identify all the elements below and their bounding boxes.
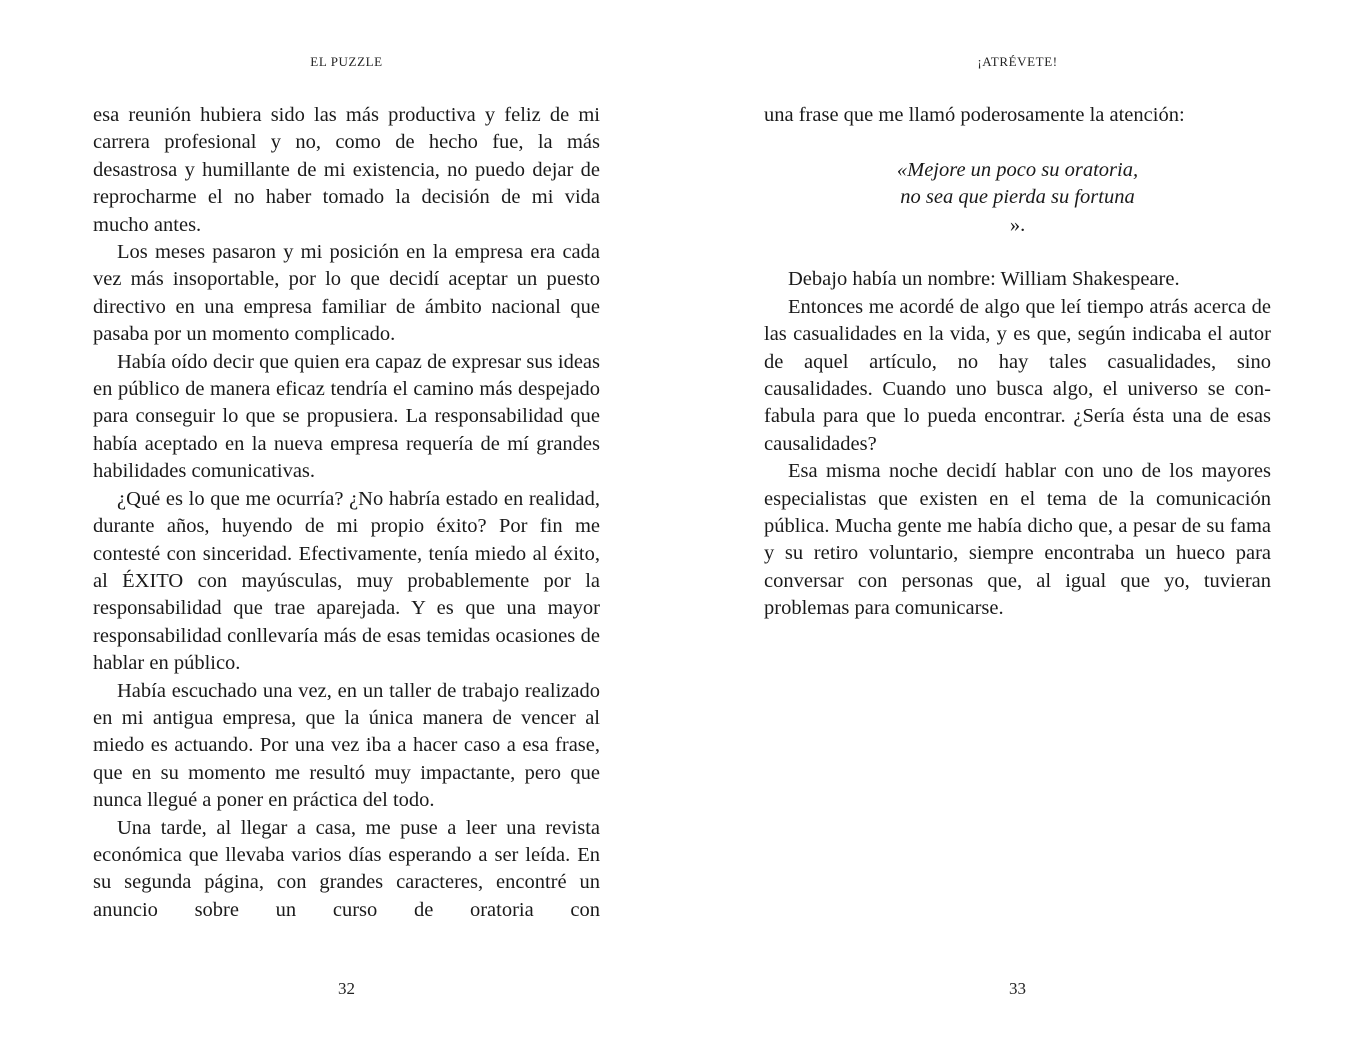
quotation	[764, 157, 1271, 239]
paragraph: Entonces me acordé de algo que leí tiempo atrás acerca de las casualidades en la vida, y es que, según indicaba el autor de aquel artículo, no hay tales casualidades, sino causalidades. Cuando uno busca algo, el universo se confabula para que lo pueda encontrar. ¿Sería ésta una de esas causalidades?	[764, 295, 1271, 455]
paragraph: Había oído decir que quien era capaz de expresar sus ideas en público de manera eficaz tendría el camino más despejado para conseguir lo que se propusiera. La responsabilidad que había aceptado en la nueva empresa requería de mí grandes habilidades comunicativas.	[93, 350, 600, 483]
paragraph: una frase que me llamó poderosamente la atención:	[764, 104, 1185, 126]
page-number-left: 32	[338, 979, 355, 998]
right-page-body	[764, 102, 1271, 623]
right-page	[764, 0, 1271, 1048]
paragraph: Había escuchado una vez, en un taller de trabajo realizado en mi antigua empresa, que la única manera de vencer al miedo es actuando. Por una vez iba a hacer caso a esa frase, que en su momento me resultó muy impactante, pero que nunca llegué a poner en práctica del todo.	[93, 679, 600, 812]
paragraph: Los meses pasaron y mi posición en la empresa era cada vez más insoportable, por lo que decidí aceptar un puesto directivo en una empresa familiar de ámbito nacional que pasaba por un momento complicado.	[93, 241, 600, 346]
running-head-left: EL PUZZLE	[310, 54, 383, 69]
left-page	[93, 0, 600, 1048]
paragraph: Debajo había un nombre: William Shakespeare.	[788, 268, 1180, 291]
paragraph: Esa misma noche decidí hablar con uno de los mayores especialistas que existen en el tema de la comunicación pública. Mucha gente me había dicho que, a pesar de su fama y su retiro voluntario, siempre encontraba un hueco para conversar con personas que, al igual que yo, tuvieran problemas para comunicarse.	[764, 460, 1271, 620]
paragraph: ¿Qué es lo que me ocurría? ¿No habría estado en realidad, durante años, huyendo de mi propio éxito? Por fin me contesté con sinceridad. Efectivamente, tenía miedo al éxito, al ÉXITO con mayúsculas, muy probablemente por la responsabilidad que trae aparejada. Y es que una mayor responsabilidad conllevaría más de esas temidas ocasiones de hablar en público.	[93, 487, 600, 675]
quote-line	[764, 184, 1271, 239]
paragraph: esa reunión hubiera sido las más productiva y feliz de mi carrera profesional y no, como de hecho fue, la más desastrosa y humillante de mi existencia, no puedo dejar de reprocharme el no haber tomado la decisión de mi vida mucho antes.	[93, 104, 600, 236]
quote-line: «Mejore un poco su oratoria,	[896, 158, 1139, 181]
quote-line-text: no sea que pierda su fortuna	[900, 186, 1135, 209]
page-number-right: 33	[1009, 979, 1026, 998]
running-head-right: ¡ATRÉVETE!	[977, 54, 1058, 69]
paragraph: Una tarde, al llegar a casa, me puse a leer una revista económica que llevaba varios días esperando a ser leída. En su segunda página, con grandes caracteres, encontré un anuncio sobre un curso de oratoria con	[93, 816, 600, 921]
quote-line-end: ».	[1009, 213, 1026, 236]
left-page-body	[93, 102, 600, 924]
